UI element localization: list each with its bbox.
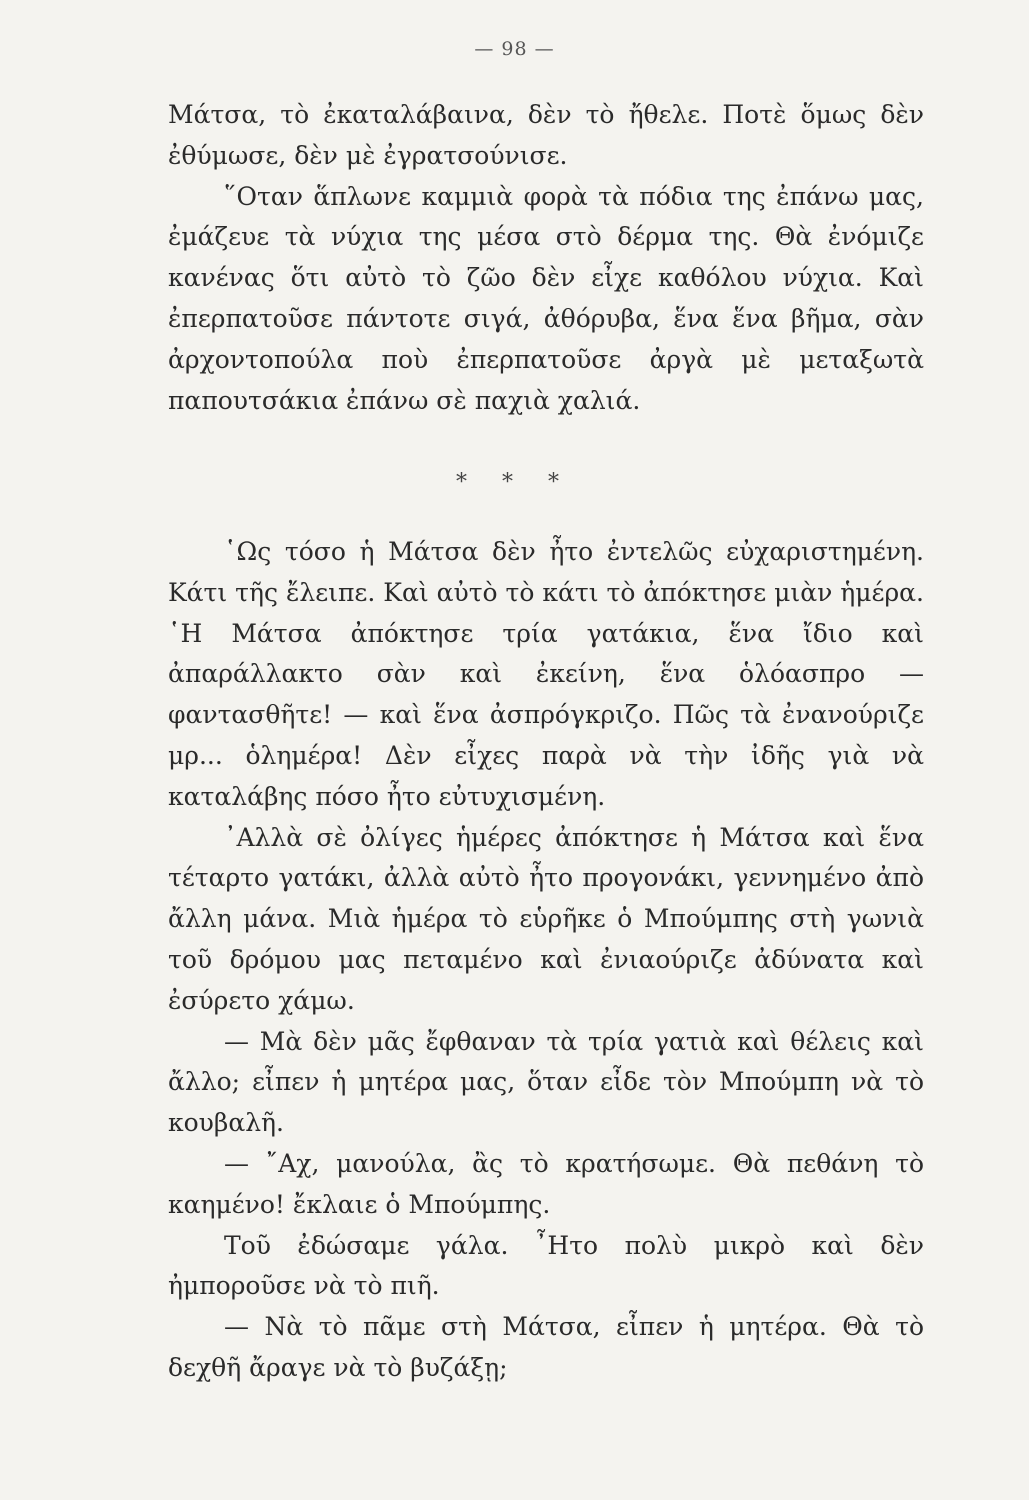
paragraph: — ῎Αχ, μανούλα, ἂς τὸ κρατήσωμε. Θὰ πεθάνη τὸ καημένο! ἔκλαιε ὁ Μπούμπης. xyxy=(168,1148,924,1219)
paragraph: Μάτσα, τὸ ἐκαταλάβαινα, δὲν τὸ ἤθελε. Ποτὲ ὅμως δὲν ἐθύμωσε, δὲν μὲ ἐγρατσούνισε. xyxy=(168,100,924,170)
paragraph: ᾿Αλλὰ σὲ ὀλίγες ἡμέρες ἀπόκτησε ἡ Μάτσα καὶ ἕνα τέταρτο γατάκι, ἀλλὰ αὐτὸ ἦτο προγονάκι, γεννημένο ἀπὸ ἄλλη μάνα. Μιὰ ἡμέρα τὸ εὑρῆκε ὁ Μπούμπης στὴ γωνιὰ τοῦ δρόμου μας πεταμένο καὶ ἐνιαούριζε ἀδύνατα καὶ ἐσύρετο χάμω. xyxy=(168,822,924,1015)
page-number: — 98 — xyxy=(474,38,555,60)
paragraph: ῾Ως τόσο ἡ Μάτσα δὲν ἦτο ἐντελῶς εὐχαριστημένη. Κάτι τῆς ἔλειπε. Καὶ αὐτὸ τὸ κάτι τὸ ἀπόκτησε μιὰν ἡμέρα. ῾Η Μάτσα ἀπόκτησε τρία γατάκια, ἕνα ἴδιο καὶ ἀπαράλλακτο σὰν καὶ ἐκείνη, ἕνα ὁλόασπρο — φαντασθῆτε! — καὶ ἕνα ἀσπρόγκριζο. Πῶς τὰ ἐνανούριζε μρ... ὁλημέρα! Δὲν εἶχες παρὰ νὰ τὴν ἰδῆς γιὰ νὰ καταλάβης πόσο ἦτο εὐτυχισμένη. xyxy=(168,537,924,811)
paragraph: — Μὰ δὲν μᾶς ἔφθαναν τὰ τρία γατιὰ καὶ θέλεις καὶ ἄλλο; εἶπεν ἡ μητέρα μας, ὅταν εἶδε τὸν Μπούμπη νὰ τὸ κουβαλῆ. xyxy=(168,1026,924,1138)
section-separator: * * * xyxy=(456,470,573,495)
paragraph: ῞Οταν ἅπλωνε καμμιὰ φορὰ τὰ πόδια της ἐπάνω μας, ἐμάζευε τὰ νύχια της μέσα στὸ δέρμα της. Θὰ ἐνόμιζε κανένας ὅτι αὐτὸ τὸ ζῶο δὲν εἶχε καθόλου νύχια. Καὶ ἐπερπατοῦσε πάντοτε σιγά, ἀθόρυβα, ἕνα ἕνα βῆμα, σὰν ἀρχοντοπούλα ποὺ ἐπερπατοῦσε ἀργὰ μὲ μεταξωτὰ παπουτσάκια ἐπάνω σὲ παχιὰ χαλιά. xyxy=(168,181,924,415)
paragraph: Τοῦ ἐδώσαμε γάλα. ῏Ητο πολὺ μικρὸ καὶ δὲν ἠμποροῦσε νὰ τὸ πιῆ. xyxy=(168,1230,924,1301)
text-section-1 xyxy=(168,95,924,421)
paragraph: — Νὰ τὸ πᾶμε στὴ Μάτσα, εἶπεν ἡ μητέρα. Θὰ τὸ δεχθῆ ἄραγε νὰ τὸ βυζάξῃ; xyxy=(168,1312,924,1382)
text-section-2 xyxy=(168,532,924,1389)
